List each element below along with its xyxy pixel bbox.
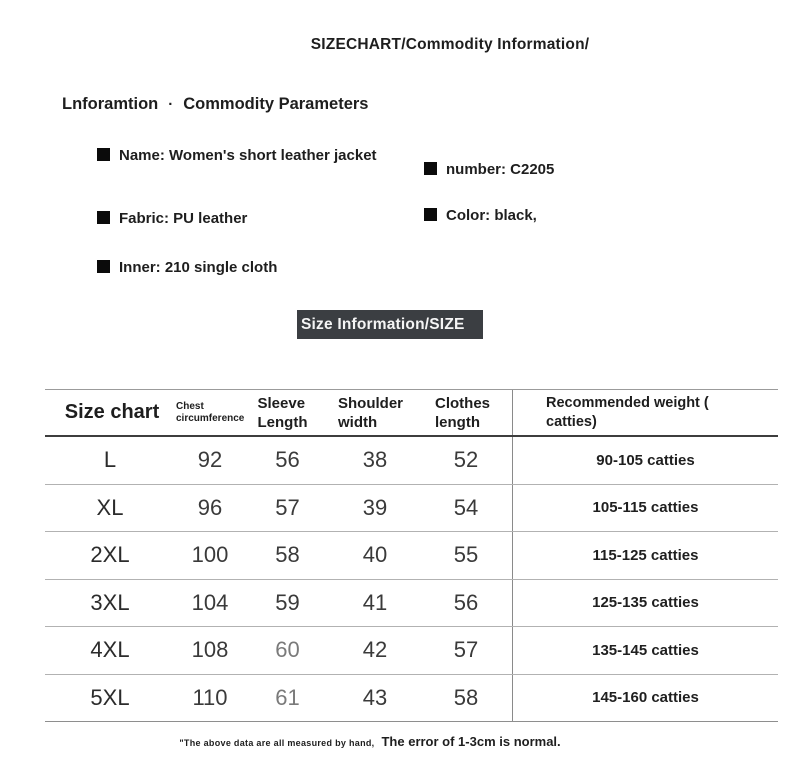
square-bullet-icon xyxy=(424,208,437,221)
section-heading xyxy=(62,95,368,114)
table-row-2xl xyxy=(45,532,778,580)
weight-cell: 135-145 catties xyxy=(512,627,778,674)
section-heading-right: Commodity Parameters xyxy=(183,95,369,113)
square-bullet-icon xyxy=(424,162,437,175)
size-cell: 3XL xyxy=(90,589,130,615)
section-heading-left: Lnforamtion xyxy=(62,95,159,113)
param-inner xyxy=(97,257,277,278)
param-color-text: Color: black, xyxy=(446,207,537,224)
shoulder-cell: 43 xyxy=(362,684,388,710)
sleeve-cell: 58 xyxy=(275,542,300,568)
col-header-clothes: Clothes length xyxy=(435,394,491,431)
param-name xyxy=(97,145,397,166)
param-number-text: number: C2205 xyxy=(446,161,555,178)
table-row-4xl xyxy=(45,627,778,675)
param-name-text: Name: Women's short leather jacket xyxy=(119,147,377,164)
weight-cell: 90-105 catties xyxy=(512,437,778,484)
sleeve-cell: 61 xyxy=(275,684,300,710)
param-inner-text: Inner: 210 single cloth xyxy=(119,259,278,276)
shoulder-cell: 41 xyxy=(362,589,388,615)
chest-cell: 108 xyxy=(191,637,229,663)
size-table xyxy=(45,389,778,722)
dot-separator-icon: · xyxy=(168,96,174,113)
param-fabric-text: Fabric: PU leather xyxy=(119,210,248,227)
shoulder-cell: 40 xyxy=(362,542,388,568)
sleeve-cell: 59 xyxy=(275,589,300,615)
clothes-cell: 55 xyxy=(453,542,479,568)
size-cell: 4XL xyxy=(90,637,130,663)
chest-cell: 104 xyxy=(191,589,229,615)
clothes-cell: 56 xyxy=(453,589,479,615)
table-row-xl xyxy=(45,485,778,533)
col-header-sleeve: Sleeve Length xyxy=(257,394,308,431)
clothes-cell: 57 xyxy=(453,637,479,663)
chest-cell: 110 xyxy=(192,684,228,710)
size-information-banner: Size Information/SIZE xyxy=(297,310,483,339)
shoulder-cell: 39 xyxy=(362,494,388,520)
chest-cell: 100 xyxy=(191,542,229,568)
sleeve-cell: 57 xyxy=(275,494,300,520)
footnote xyxy=(60,733,680,751)
col-header-size-chart: Size chart xyxy=(64,401,160,423)
col-header-chest: Chest circumference xyxy=(176,400,245,424)
col-header-weight: Recommended weight ( catties) xyxy=(512,390,778,435)
table-header-row xyxy=(45,389,778,437)
footnote-large-text: The error of 1-3cm is normal. xyxy=(381,734,561,749)
weight-cell: 105-115 catties xyxy=(512,485,778,532)
size-cell: XL xyxy=(96,494,124,520)
shoulder-cell: 38 xyxy=(362,447,388,473)
col-header-shoulder: Shoulder width xyxy=(338,394,404,431)
square-bullet-icon xyxy=(97,211,110,224)
sleeve-cell: 56 xyxy=(275,447,300,473)
page-title: SIZECHART/Commodity Information/ xyxy=(310,36,590,53)
shoulder-cell: 42 xyxy=(362,637,388,663)
param-color xyxy=(424,205,537,226)
sleeve-cell: 60 xyxy=(275,637,300,663)
weight-cell: 145-160 catties xyxy=(512,675,778,722)
table-row-3xl xyxy=(45,580,778,628)
param-fabric xyxy=(97,208,247,229)
size-cell: 5XL xyxy=(90,684,130,710)
clothes-cell: 54 xyxy=(453,494,479,520)
footnote-small-text: "The above data are all measured by hand, xyxy=(179,738,375,748)
table-row-l xyxy=(45,437,778,485)
weight-cell: 125-135 catties xyxy=(512,580,778,627)
square-bullet-icon xyxy=(97,148,110,161)
size-cell: 2XL xyxy=(90,542,130,568)
param-number xyxy=(424,159,554,180)
clothes-cell: 58 xyxy=(453,684,479,710)
square-bullet-icon xyxy=(97,260,110,273)
table-row-5xl xyxy=(45,675,778,723)
chest-cell: 96 xyxy=(197,494,223,520)
chest-cell: 92 xyxy=(197,447,223,473)
weight-cell: 115-125 catties xyxy=(512,532,778,579)
clothes-cell: 52 xyxy=(453,447,479,473)
size-cell: L xyxy=(103,447,117,473)
